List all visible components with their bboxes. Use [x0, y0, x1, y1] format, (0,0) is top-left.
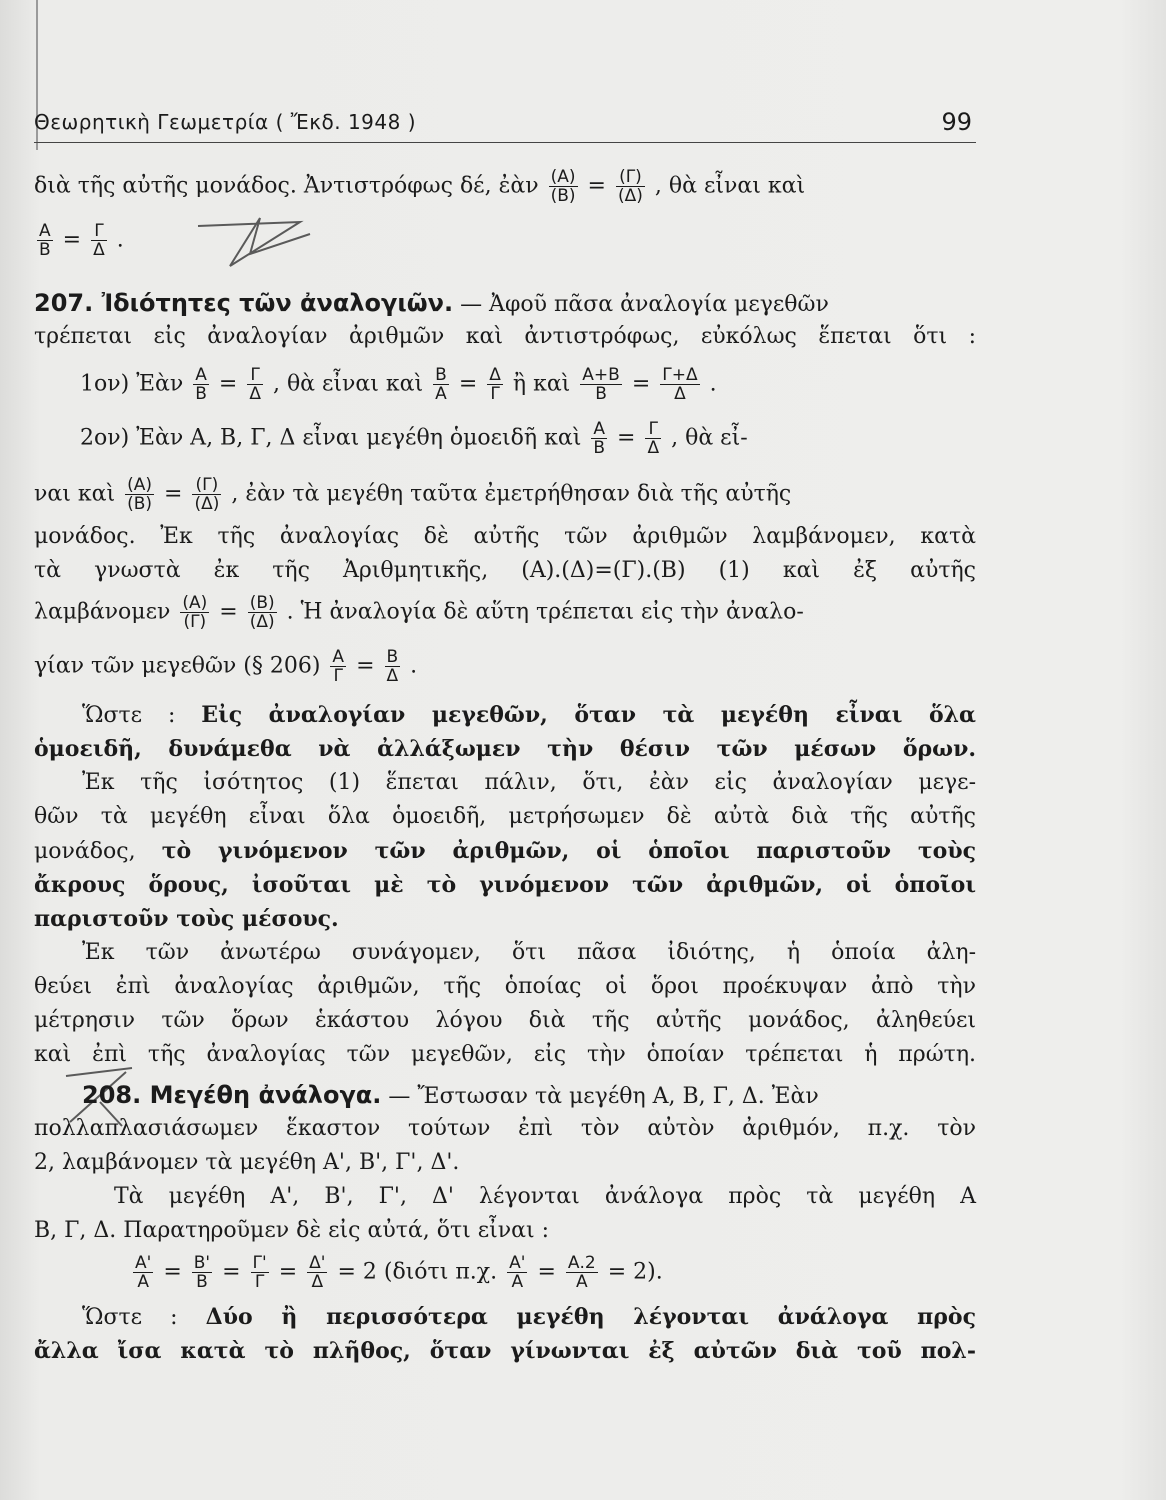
- section-208-heading: 208. Μεγέθη ἀνάλογα.: [82, 1081, 382, 1109]
- line-11: γίαν τῶν μεγεθῶν (§ 206) $\frac{A}{\Gamma}$ = $\frac{B}{\Delta}$ .: [34, 647, 418, 686]
- line-28-equation: $\frac{A'}{A}$ = $\frac{B'}{B}$ = $\frac{\Gamma'}{\Gamma}$ = $\frac{\Delta'}{\Delta}$ = 2 (διότι π.χ. $\frac{A'}{A}$ = $\frac{A.2}{A}$ = 2).: [135, 1253, 663, 1292]
- line-8: μονάδος. Ἐκ τῆς ἀναλογίας δὲ αὐτῆς τῶν ἀριθμῶν λαμβάνομεν, κατὰ: [34, 524, 976, 549]
- line-2: $\frac{A}{B}$ = $\frac{\Gamma}{\Delta}$ .: [39, 221, 124, 260]
- running-header: [34, 106, 976, 143]
- fraction-G-over-D: $\frac{(\Gamma)}{(\Delta)}$: [617, 167, 643, 206]
- line-20: θεύει ἐπὶ ἀναλογίας ἀριθμῶν, τῆς ὁποίας οἱ ὅροι προέκυψαν ἀπὸ τὴν: [34, 974, 976, 999]
- page-number: 99: [941, 108, 972, 136]
- line-21: μέτρησιν τῶν ὅρων ἑκάστου λόγου διὰ τῆς αὐτῆς μονάδος, ἀληθεύει: [34, 1008, 976, 1033]
- line-22: καὶ ἐπὶ τῆς ἀναλογίας τῶν μεγεθῶν, εἰς τὴν ὁποίαν τρέπεται ἡ πρώτη.: [34, 1042, 976, 1067]
- line-9: τὰ γνωστὰ ἐκ τῆς Ἀριθμητικῆς, (Α).(Δ)=(Γ).(Β) (1) καὶ ἐξ αὐτῆς: [34, 558, 976, 583]
- theorem-1-line-1: Ὥστε : Εἰς ἀναλογίαν μεγεθῶν, ὅταν τὰ μεγέθη εἶναι ὅλα: [82, 702, 976, 728]
- line-4: τρέπεται εἰς ἀναλογίαν ἀριθμῶν καὶ ἀντιστρόφως, εὐκόλως ἕπεται ὅτι :: [34, 324, 976, 349]
- line-25: 2, λαμβάνομεν τὰ μεγέθη Α', Β', Γ', Δ'.: [34, 1150, 460, 1175]
- line-7: ναι καὶ $\frac{(A)}{(B)}$ = $\frac{(\Gamma)}{(\Delta)}$ , ἐὰν τὰ μεγέθη ταῦτα ἐμετρήθησαν διὰ τῆς αὐτῆς: [34, 475, 792, 514]
- rule-2: 2ον) Ἐὰν Α, Β, Γ, Δ εἶναι μεγέθη ὁμοειδῆ καὶ $\frac{A}{B}$ = $\frac{\Gamma}{\Delta}$ , θὰ εἶ-: [80, 419, 748, 458]
- line-18: παριστοῦν τοὺς μέσους.: [34, 906, 339, 932]
- line-19: Ἐκ τῶν ἀνωτέρω συνάγομεν, ὅτι πᾶσα ἰδιότης, ἡ ὁποία ἀλη-: [82, 940, 976, 965]
- line-10: λαμβάνομεν $\frac{(A)}{(\Gamma)}$ = $\frac{(B)}{(\Delta)}$ . Ἡ ἀναλογία δὲ αὕτη τρέπεται εἰς τὴν ἀναλο-: [34, 593, 804, 632]
- section-207-line: 207. Ἰδιότητες τῶν ἀναλογιῶν. — Ἀφοῦ πᾶσα ἀναλογία μεγεθῶν: [34, 289, 829, 317]
- header-title: Θεωρητικὴ Γεωμετρία ( Ἔκδ. 1948 ): [34, 110, 417, 134]
- theorem-1-line-2: ὁμοειδῆ, δυνάμεθα νὰ ἀλλάξωμεν τὴν θέσιν τῶν μέσων ὅρων.: [34, 736, 976, 762]
- section-207-heading: 207. Ἰδιότητες τῶν ἀναλογιῶν.: [34, 289, 454, 317]
- fraction-A-over-B: $\frac{(A)}{(B)}$: [550, 167, 576, 206]
- line-1: διὰ τῆς αὐτῆς μονάδος. Ἀντιστρόφως δέ, ἐὰν $\frac{(A)}{(B)}$ = $\frac{(\Gamma)}{(\Delta)}$ , θὰ εἶναι καὶ: [34, 167, 806, 206]
- line-24: πολλαπλασιάσωμεν ἕκαστον τούτων ἐπὶ τὸν αὐτὸν ἀριθμόν, π.χ. τὸν: [34, 1116, 976, 1141]
- theorem-2-line-1: Ὥστε : Δύο ἢ περισσότερα μεγέθη λέγονται ἀνάλογα πρὸς: [82, 1304, 976, 1330]
- line-26: Τὰ μεγέθη Α', Β', Γ', Δ' λέγονται ἀνάλογα πρὸς τὰ μεγέθη Α: [114, 1184, 976, 1209]
- rule-1: 1ον) Ἐὰν $\frac{A}{B}$ = $\frac{\Gamma}{\Delta}$ , θὰ εἶναι καὶ $\frac{B}{A}$ = $\frac{\Delta}{\Gamma}$ ἢ καὶ $\frac{A+B}{B}$ = $\frac{\Gamma+\Delta}{\Delta}$ .: [80, 365, 717, 404]
- pencil-scribble-top: [190, 214, 320, 272]
- line-16: μονάδος, τὸ γινόμενον τῶν ἀριθμῶν, οἱ ὁποῖοι παριστοῦν τοὺς: [34, 838, 976, 864]
- line-15: θῶν τὰ μεγέθη εἶναι ὅλα ὁμοειδῆ, μετρήσωμεν δὲ αὐτὰ διὰ τῆς αὐτῆς: [34, 804, 976, 829]
- line-17: ἄκρους ὅρους, ἰσοῦται μὲ τὸ γινόμενον τῶν ἀριθμῶν, οἱ ὁποῖοι: [34, 872, 976, 898]
- section-208-line: 208. Μεγέθη ἀνάλογα. — Ἔστωσαν τὰ μεγέθη Α, Β, Γ, Δ. Ἐὰν: [82, 1081, 819, 1109]
- theorem-2-line-2: ἄλλα ἴσα κατὰ τὸ πλῆθος, ὅταν γίνωνται ἐξ αὐτῶν διὰ τοῦ πολ-: [34, 1338, 976, 1364]
- line-27: Β, Γ, Δ. Παρατηροῦμεν δὲ εἰς αὐτά, ὅτι εἶναι :: [34, 1218, 550, 1243]
- line-14: Ἐκ τῆς ἰσότητος (1) ἕπεται πάλιν, ὅτι, ἐὰν εἰς ἀναλογίαν μεγε-: [82, 770, 976, 795]
